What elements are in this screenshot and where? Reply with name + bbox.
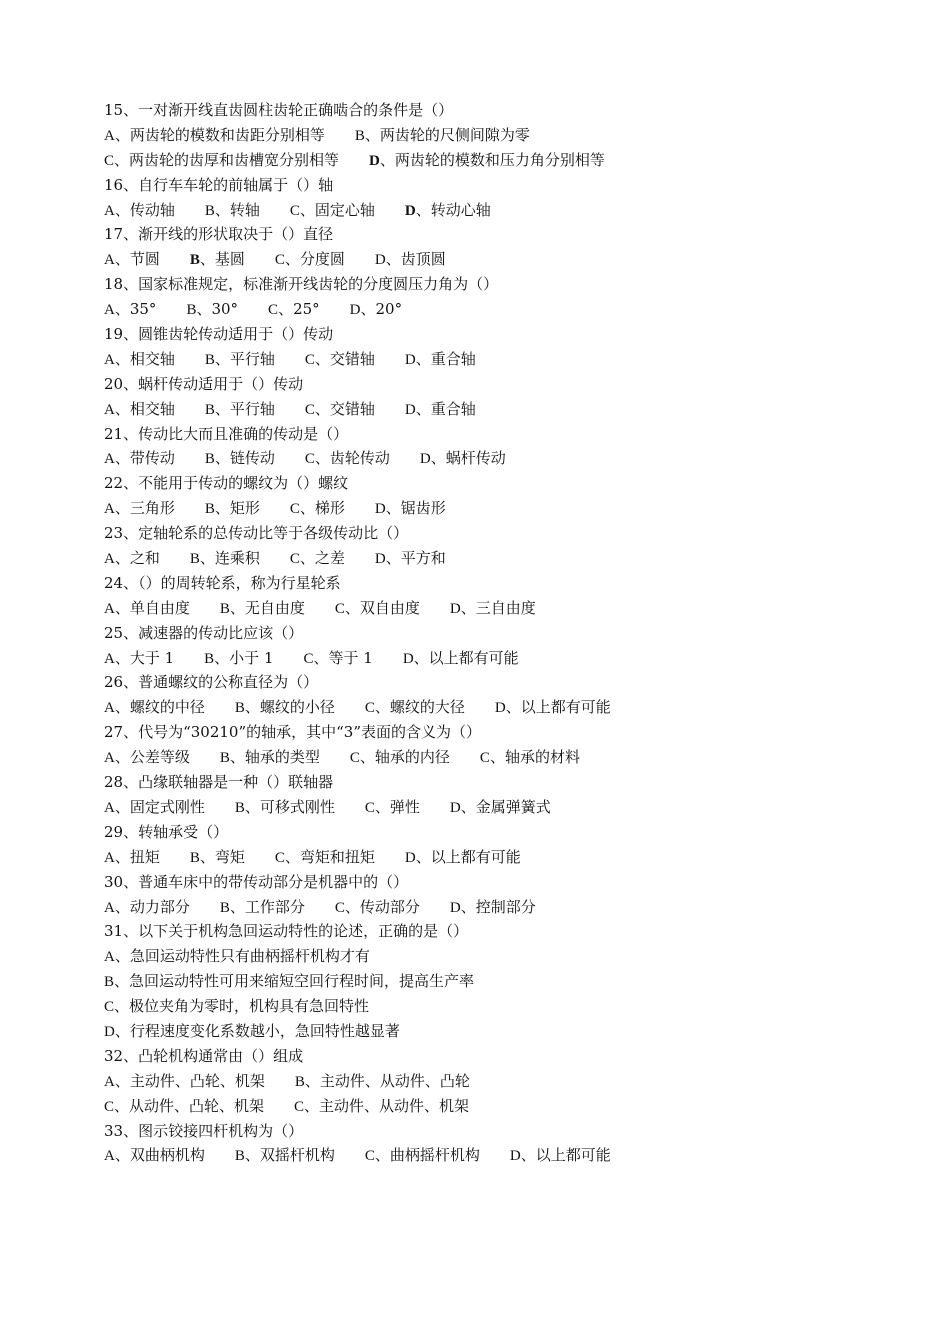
answer-options-row (104, 546, 904, 571)
question-stem: 20、蜗杆传动适用于（）传动 (104, 374, 304, 393)
option-letter: D (374, 501, 386, 518)
option-letter: B (219, 600, 230, 617)
answer-option (275, 845, 375, 870)
option-text: 、从动件、凸轮、机架 (114, 1096, 265, 1115)
option-letter: B (189, 849, 200, 866)
option-text: 、主动件、从动件、机架 (304, 1096, 470, 1115)
option-text: 、固定式刚性 (114, 797, 205, 816)
answer-option (104, 297, 156, 322)
option-text: 、传动部分 (344, 897, 420, 916)
answer-option (335, 596, 420, 621)
option-text: 、大于 1 (114, 648, 175, 667)
option-text: 、以上都有可能 (505, 698, 611, 717)
answer-option (205, 397, 275, 422)
answer-option (205, 496, 260, 521)
option-letter: D (349, 302, 361, 319)
option-text: 、双曲柄机构 (114, 1146, 205, 1165)
answer-option (104, 695, 205, 720)
answer-options-row (104, 297, 904, 322)
answer-option (480, 745, 580, 770)
option-text: 、固定心轴 (299, 200, 375, 219)
option-text: 、两齿轮的模数和压力角分别相等 (379, 150, 605, 169)
option-text: 、梯形 (299, 499, 345, 518)
question-stem: 24、（）的周转轮系，称为行星轮系 (104, 573, 341, 592)
answer-option (365, 1143, 480, 1168)
answer-option (104, 546, 160, 571)
answer-options-row (104, 745, 904, 770)
answer-option (335, 895, 420, 920)
option-letter: A (104, 1148, 115, 1165)
question-stem: 25、减速器的传动比应该（） (104, 623, 304, 642)
option-text: 、齿顶圆 (385, 250, 446, 269)
answer-options-row (104, 969, 904, 994)
answer-options-row (104, 596, 904, 621)
option-text: 、25° (278, 300, 320, 319)
option-text: 、可移式刚性 (244, 797, 335, 816)
option-letter: C (349, 750, 360, 767)
answer-option (104, 795, 205, 820)
option-letter: C (304, 351, 315, 368)
option-text: 、行程速度变化系数越小，急回特性越显著 (114, 1021, 400, 1040)
option-letter: D (449, 600, 461, 617)
option-text: 、以上都有可能 (413, 648, 519, 667)
option-letter: A (104, 650, 115, 667)
option-letter: B (204, 202, 215, 219)
question-stem: 27、代号为“30210”的轴承，其中“3”表面的含义为（） (104, 723, 482, 742)
option-letter: C (479, 750, 490, 767)
option-letter: A (104, 501, 115, 518)
option-text: 、重合轴 (415, 399, 476, 418)
option-letter: D (404, 401, 416, 418)
option-text: 、以上都可能 (520, 1146, 611, 1165)
option-letter: B (189, 551, 200, 568)
option-text: 、双自由度 (344, 598, 420, 617)
answer-option (369, 148, 605, 173)
option-text: 、两齿轮的尺侧间隙为零 (364, 125, 530, 144)
answer-option (104, 845, 160, 870)
option-letter: B (204, 501, 215, 518)
option-text: 、轴承的材料 (489, 748, 580, 767)
option-text: 、连乘积 (199, 549, 260, 568)
answer-option (235, 795, 335, 820)
answer-option (420, 446, 506, 471)
option-text: 、无自由度 (229, 598, 305, 617)
option-letter: D (509, 1148, 521, 1165)
answer-option (290, 198, 375, 223)
option-text: 、轴承的类型 (229, 748, 320, 767)
question-stem: 17、渐开线的形状取决于（）直径 (104, 225, 334, 244)
answer-option (190, 546, 260, 571)
answer-option (186, 297, 238, 322)
option-letter: B (234, 799, 245, 816)
answer-option (235, 695, 335, 720)
option-letter: C (274, 252, 285, 269)
answer-option (375, 546, 446, 571)
answer-option (350, 745, 450, 770)
answer-options-row (104, 496, 904, 521)
option-letter: B (186, 302, 197, 319)
question-stem: 31、以下关于机构急回运动特性的论述，正确的是（） (104, 922, 469, 941)
question-stem: 21、传动比大而且准确的传动是（） (104, 424, 349, 443)
option-letter: B (219, 750, 230, 767)
answer-option (104, 446, 175, 471)
answer-option (104, 198, 175, 223)
answer-option (235, 1143, 335, 1168)
question-stem: 23、定轴轮系的总传动比等于各级传动比（） (104, 524, 409, 543)
question-stem: 32、凸轮机构通常由（）组成 (104, 1046, 304, 1065)
answer-option (305, 446, 390, 471)
option-text: 、平方和 (385, 549, 446, 568)
option-letter: A (104, 1073, 115, 1090)
answer-option (303, 646, 372, 671)
option-text: 、蜗杆传动 (430, 449, 506, 468)
answer-options-row (104, 994, 904, 1019)
option-letter: A (104, 451, 115, 468)
option-letter: C (104, 152, 115, 169)
option-text: 、主动件、凸轮、机架 (114, 1071, 265, 1090)
option-letter: A (104, 351, 115, 368)
option-letter: C (304, 451, 315, 468)
option-letter: C (104, 999, 115, 1016)
option-letter: C (294, 1098, 305, 1115)
option-letter: B (204, 650, 215, 667)
answer-option (190, 247, 245, 272)
option-text: 、以上都有可能 (415, 847, 521, 866)
answer-options-row (104, 1143, 904, 1168)
option-text: 、控制部分 (460, 897, 536, 916)
option-text: 、螺纹的中径 (114, 698, 205, 717)
answer-option (104, 247, 160, 272)
option-text: 、交错轴 (314, 399, 375, 418)
answer-option (510, 1143, 611, 1168)
answer-option (295, 1069, 470, 1094)
answer-options-row (104, 148, 904, 173)
option-text: 、35° (114, 300, 157, 319)
option-text: 、动力部分 (114, 897, 190, 916)
option-text: 、30° (196, 300, 239, 319)
option-text: 、之差 (299, 549, 345, 568)
option-text: 、带传动 (114, 449, 175, 468)
answer-option (104, 1069, 265, 1094)
option-text: 、两齿轮的齿厚和齿槽宽分别相等 (114, 150, 340, 169)
option-text: 、重合轴 (415, 349, 476, 368)
option-letter: C (289, 202, 300, 219)
answer-option (104, 994, 369, 1019)
option-letter: B (219, 899, 230, 916)
option-text: 、相交轴 (114, 349, 175, 368)
answer-option (405, 845, 521, 870)
option-text: 、小于 1 (214, 648, 274, 667)
option-text: 、平行轴 (214, 349, 275, 368)
option-text: 、传动轴 (114, 200, 175, 219)
option-letter: B (204, 451, 215, 468)
question-stem: 33、图示铰接四杆机构为（） (104, 1121, 304, 1140)
answer-options-row (104, 397, 904, 422)
option-text: 、三角形 (114, 499, 175, 518)
option-letter: A (104, 750, 115, 767)
option-text: 、急回运动特性可用来缩短空回行程时间，提高生产率 (114, 972, 475, 991)
answer-options-row (104, 695, 904, 720)
answer-option (268, 297, 320, 322)
option-text: 、相交轴 (114, 399, 175, 418)
answer-option (365, 795, 420, 820)
question-stem: 15、一对渐开线直齿圆柱齿轮正确啮合的条件是（） (104, 101, 454, 119)
answer-option (450, 895, 536, 920)
answer-options-row (104, 347, 904, 372)
answer-options-row (104, 123, 904, 148)
answer-option (405, 347, 476, 372)
option-text: 、齿轮传动 (314, 449, 390, 468)
option-letter: D (104, 1023, 115, 1040)
option-letter: C (304, 401, 315, 418)
option-text: 、弯矩和扭矩 (284, 847, 375, 866)
option-text: 、节圆 (114, 250, 160, 269)
option-letter: D (402, 650, 414, 667)
answer-options-row (104, 795, 904, 820)
answer-option (305, 397, 375, 422)
answer-option (104, 646, 174, 671)
option-letter: B (234, 700, 245, 717)
answer-option (350, 297, 402, 322)
option-letter: D (369, 152, 380, 169)
question-stem: 29、转轴承受（） (104, 822, 229, 841)
option-letter: A (104, 799, 115, 816)
option-text: 、三自由度 (460, 598, 536, 617)
option-letter: C (289, 551, 300, 568)
answer-option (204, 646, 273, 671)
answer-options-row (104, 1069, 904, 1094)
answer-option (290, 496, 345, 521)
answer-option (104, 745, 190, 770)
option-letter: C (334, 899, 345, 916)
option-letter: D (449, 799, 461, 816)
option-letter: D (404, 351, 416, 368)
option-letter: B (294, 1073, 305, 1090)
answer-option (294, 1094, 469, 1119)
answer-option (375, 247, 446, 272)
option-text: 、曲柄摇杆机构 (374, 1146, 480, 1165)
option-letter: A (104, 401, 115, 418)
answer-option (450, 596, 536, 621)
option-text: 、转轴 (214, 200, 260, 219)
option-text: 、极位夹角为零时，机构具有急回特性 (114, 997, 370, 1016)
option-letter: B (204, 351, 215, 368)
answer-options-row (104, 446, 904, 471)
answer-option (104, 944, 370, 969)
option-text: 、急回运动特性只有曲柄摇杆机构才有 (114, 947, 370, 966)
answer-option (104, 496, 175, 521)
option-letter: C (364, 700, 375, 717)
answer-option (403, 646, 519, 671)
option-letter: D (404, 202, 416, 219)
option-text: 、公差等级 (114, 748, 190, 767)
option-text: 、之和 (114, 549, 160, 568)
option-text: 、锯齿形 (385, 499, 446, 518)
option-text: 、工作部分 (229, 897, 305, 916)
option-letter: D (494, 700, 506, 717)
option-text: 、弯矩 (199, 847, 245, 866)
option-text: 、平行轴 (214, 399, 275, 418)
option-text: 、交错轴 (314, 349, 375, 368)
answer-options-row (104, 1019, 904, 1044)
option-letter: B (104, 974, 115, 991)
answer-option (220, 596, 305, 621)
option-letter: C (289, 501, 300, 518)
answer-options-row (104, 198, 904, 223)
answer-option (104, 1094, 264, 1119)
answer-option (375, 496, 446, 521)
option-letter: A (104, 252, 115, 269)
answer-options-row (104, 944, 904, 969)
option-letter: D (374, 551, 386, 568)
answer-options-row (104, 845, 904, 870)
option-text: 、20° (360, 300, 403, 319)
answer-option (365, 695, 465, 720)
option-letter: D (374, 252, 386, 269)
answer-option (290, 546, 345, 571)
answer-options-row (104, 247, 904, 272)
option-text: 、轴承的内径 (359, 748, 450, 767)
answer-option (495, 695, 611, 720)
answer-options-row (104, 1094, 904, 1119)
answer-option (220, 745, 320, 770)
option-letter: C (268, 302, 279, 319)
option-letter: C (303, 650, 314, 667)
option-text: 、链传动 (214, 449, 275, 468)
answer-option (104, 895, 190, 920)
answer-option (450, 795, 551, 820)
option-letter: C (364, 1148, 375, 1165)
option-letter: A (104, 202, 115, 219)
option-letter: A (104, 551, 115, 568)
question-stem: 16、自行车车轮的前轴属于（）轴 (104, 175, 334, 194)
option-letter: A (104, 849, 115, 866)
question-stem: 18、国家标准规定，标准渐开线齿轮的分度圆压力角为（） (104, 275, 499, 294)
option-letter: D (449, 899, 461, 916)
option-text: 、双摇杆机构 (244, 1146, 335, 1165)
option-letter: D (419, 451, 431, 468)
option-letter: D (404, 849, 416, 866)
question-stem: 19、圆锥齿轮传动适用于（）传动 (104, 325, 334, 344)
question-stem: 26、普通螺纹的公称直径为（） (104, 673, 319, 692)
option-letter: B (189, 252, 200, 269)
answer-options-row (104, 895, 904, 920)
answer-option (220, 895, 305, 920)
option-letter: A (104, 899, 115, 916)
option-text: 、两齿轮的模数和齿距分别相等 (114, 125, 325, 144)
option-letter: C (364, 799, 375, 816)
option-text: 、扭矩 (114, 847, 160, 866)
option-letter: A (104, 600, 115, 617)
option-letter: C (334, 600, 345, 617)
option-letter: B (234, 1148, 245, 1165)
option-text: 、矩形 (214, 499, 260, 518)
option-text: 、等于 1 (313, 648, 373, 667)
question-stem: 30、普通车床中的带传动部分是机器中的（） (104, 872, 409, 891)
answer-option (104, 397, 175, 422)
answer-option (104, 969, 474, 994)
option-text: 、螺纹的小径 (244, 698, 335, 717)
answer-option (205, 198, 260, 223)
option-text: 、主动件、从动件、凸轮 (304, 1071, 470, 1090)
answer-options-row (104, 646, 904, 671)
option-letter: C (104, 1098, 115, 1115)
option-text: 、弹性 (374, 797, 420, 816)
option-letter: A (104, 949, 115, 966)
answer-option (104, 148, 339, 173)
answer-option (305, 347, 375, 372)
answer-option (405, 397, 476, 422)
option-letter: A (104, 127, 115, 144)
answer-option (275, 247, 345, 272)
answer-option (104, 1019, 400, 1044)
option-letter: C (274, 849, 285, 866)
option-text: 、金属弹簧式 (460, 797, 551, 816)
option-text: 、单自由度 (114, 598, 190, 617)
option-text: 、螺纹的大径 (374, 698, 465, 717)
question-stem: 28、凸缘联轴器是一种（）联轴器 (104, 773, 334, 792)
answer-option (104, 347, 175, 372)
question-stem: 22、不能用于传动的螺纹为（）螺纹 (104, 474, 349, 493)
answer-option (205, 446, 275, 471)
question-list (104, 98, 904, 1168)
answer-option (104, 1143, 205, 1168)
answer-option (190, 845, 245, 870)
option-letter: B (204, 401, 215, 418)
answer-option (355, 123, 530, 148)
option-letter: A (104, 302, 115, 319)
answer-option (104, 123, 325, 148)
option-text: 、分度圆 (284, 250, 345, 269)
option-letter: A (104, 700, 115, 717)
option-text: 、转动心轴 (415, 200, 491, 219)
answer-option (205, 347, 275, 372)
answer-option (104, 596, 190, 621)
option-letter: B (354, 127, 365, 144)
option-text: 、基圆 (199, 250, 245, 269)
answer-option (405, 198, 491, 223)
